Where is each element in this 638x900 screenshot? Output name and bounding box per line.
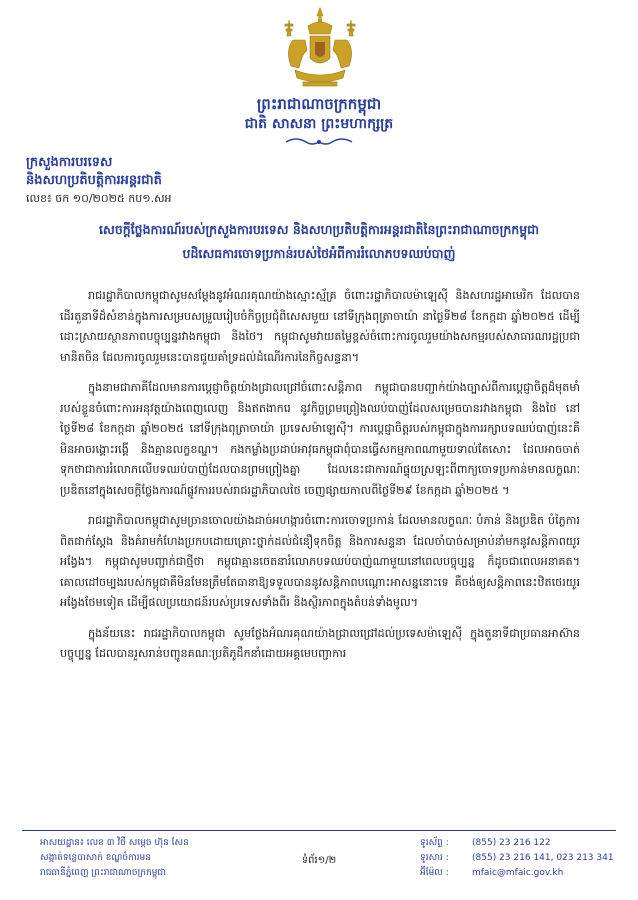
title-line1: សេចក្តីថ្លែងការណ៍របស់ក្រសួងការបរទេស និងសហប្រតិបត្តិការអន្តរជាតិនៃព្រះរាជាណាចក្រកម្ពុជា: [98, 222, 540, 237]
address-line: រាជធានីភ្នំពេញ ព្រះរាជាណាចក្រកម្ពុជា: [40, 868, 166, 878]
contact-email-link[interactable]: mfaic@mfaic.gov.kh: [472, 868, 564, 878]
kingdom-header: [0, 94, 638, 148]
statement-body: [60, 286, 580, 675]
paragraph: ក្នុងន័យនេះ រាជរដ្ឋាភិបាលកម្ពុជា សូមថ្លែងអំណរគុណយ៉ាងជ្រាលជ្រៅដល់ប្រទេសម៉ាឡេស៊ី ក្នុងតួនាទីជាប្រធានអាស៊ានបច្ចុប្បន្ន ដែលបានរួសរាន់បញ្ជូនគណៈប្រតិភូដឹកនាំដោយអគ្គមេបញ្ជាការ: [60, 626, 580, 660]
paragraph: ក្នុងនាមជាភាគីដែលមានការប្តេជ្ញាចិត្តយ៉ាងជ្រាលជ្រៅចំពោះសន្តិភាព កម្ពុជាបានបញ្ជាក់យ៉ាងច្បាស់ពីការប្តេជ្ញាចិត្តដ៏មុតមាំរបស់ខ្លួនចំពោះការអនុវត្តយ៉ាងពេញលេញ និងឥតងាករេ នូវកិច្ចព្រមព្រៀងឈប់បាញ់ដែលសម្រេចបានរវាងកម្ពុជា និងថៃ នៅថ្ងៃទី២៨ ខែកក្កដា ឆ្នាំ២០២៥ នៅទីក្រុងពុត្រាចាយ៉ា ប្រទេសម៉ាឡេស៊ី។ ការប្តេជ្ញាចិត្តរបស់កម្ពុជាក្នុងការរក្សាបទឈប់បាញ់នេះគឺមិនអាចរង្គោះរង្គើ និងគ្មានលក្ខខណ្ឌ។ កងកម្លាំងប្រដាប់អាវុធកម្ពុជាពុំបានធ្វើសកម្មភាពណាមួយទាល់តែសោះ ដែលអាចចាត់ទុកថាជាការរំលោភលើបទឈប់បាញ់ដែលបានព្រមព្រៀងគ្នា ដែលនេះជាការណ៍ផ្ទុយស្រឡះពីពាក្យចោទប្រកាន់មានលក្ខណៈប្រឌិតនៅក្នុងសេចក្តីថ្លែងការណ៍ផ្លូវការរបស់រាជរដ្ឋាភិបាលថៃ ចេញផ្សាយកាលពីថ្ងៃទី២៩ ខែកក្កដា ឆ្នាំ២០២៥ ។: [60, 381, 580, 497]
paragraph: រាជរដ្ឋាភិបាលកម្ពុជាសូមសម្តែងនូវអំណរគុណយ៉ាងស្មោះស្ម័គ្រ ចំពោះរដ្ឋាភិបាលម៉ាឡេស៊ី និងសហរដ្ឋអាមេរិក ដែលបានដើរតួនាទីដ៏សំខាន់ក្នុងការសម្របសម្រួលរៀបចំកិច្ចប្រជុំពិសេសមួយ នៅទីក្រុងពុត្រាចាយ៉ា នាថ្ងៃទី២៨ ខែកក្កដា ឆ្នាំ២០២៥ ដើម្បីដោះស្រាយស្ថានភាពបច្ចុប្បន្នរវាងកម្ពុជា និងថៃ។ កម្ពុជាសូមវាយតម្លៃខ្ពស់ចំពោះការចូលរួមយ៉ាងសកម្មរបស់សាធារណរដ្ឋប្រជាមានិតចិន ដែលការចូលរួមនេះបានជួយគាំទ្រដល់ដំណើរការនៃកិច្ចសន្ទនា។: [60, 289, 580, 364]
royal-coat-of-arms-icon: [275, 6, 365, 94]
contact-label: អ៊ីម៉ែល :: [420, 868, 449, 878]
ornamental-divider-icon: [284, 136, 354, 148]
footer-contacts: [420, 836, 620, 881]
paragraph: រាជរដ្ឋាភិបាលកម្ពុជាសូមច្រានចោលយ៉ាងដាច់អហង្ការចំពោះការចោទប្រកាន់ ដែលមានលក្ខណៈ បំភាន់ និងប្រឌិត បំភ្លៃការពិតជាក់ស្តែង និងគំរាមកំហែងប្រកបដោយគ្រោះថ្នាក់ដល់ជំនឿទុកចិត្ត និងការសន្ទនា ដែលចាំបាច់សម្រាប់នាំមកនូវសន្តិភាពយូរអង្វែង។ កម្ពុជាសូមបញ្ជាក់ជាថ្មីថា កម្ពុជាគ្មានចេតនារំលោភបទឈប់បាញ់ណាមួយនៅពេលបច្ចុប្បន្ន ក៏ដូចជាពេលអនាគត។ គោលដៅចម្បងរបស់កម្ពុជាគឺមិនមែនត្រឹមតែធានាឱ្យទទួលបាននូវសន្តិភាពបណ្តោះអាសន្ននោះទេ គឺចង់ឲ្យសន្តិភាពនេះឋិតថេរយូរអង្វែងថែមទៀត ដើម្បីផលប្រយោជន៍របស់ប្រទេសទាំងពីរ និងស្ថិរភាពក្នុងតំបន់ទាំងមូល។: [60, 514, 580, 609]
statement-title: [30, 218, 608, 266]
ministry-name-line1: ក្រសួងការបរទេស: [26, 155, 113, 170]
footer-divider: [22, 830, 616, 831]
kingdom-name: ព្រះរាជាណាចក្រកម្ពុជា: [256, 95, 382, 113]
contact-value: (855) 23 216 141, 023 213 341: [472, 853, 614, 863]
contact-phone: [420, 836, 620, 851]
contact-value: (855) 23 216 122: [472, 838, 551, 848]
address-line: អាសយដ្ឋាន៖ លេខ ៣ វិថី សម្តេច ហ៊ុន សែន: [40, 838, 189, 848]
address-line: សង្កាត់ទន្លេបាសាក់ ខណ្ឌចំការមន: [40, 853, 151, 863]
ministry-name-line2: និងសហប្រតិបត្តិការអន្តរជាតិ: [26, 173, 162, 188]
page-number: ទំព័រ១/២: [301, 855, 337, 866]
ministry-block: [26, 154, 266, 207]
title-line2: បដិសេធការចោទប្រកាន់របស់ថៃអំពីការរំលោភបទឈប់បាញ់: [182, 246, 456, 261]
reference-number: លេខ៖ ចក ១០/២០២៥ កប១.សអ: [26, 192, 172, 205]
contact-fax: [420, 851, 620, 866]
contact-label: ទូរសារ :: [420, 853, 449, 863]
contact-label: ទូរស័ព្ទ :: [420, 838, 449, 848]
national-motto: ជាតិ សាសនា ព្រះមហាក្សត្រ: [244, 116, 394, 132]
contact-email: [420, 866, 620, 881]
